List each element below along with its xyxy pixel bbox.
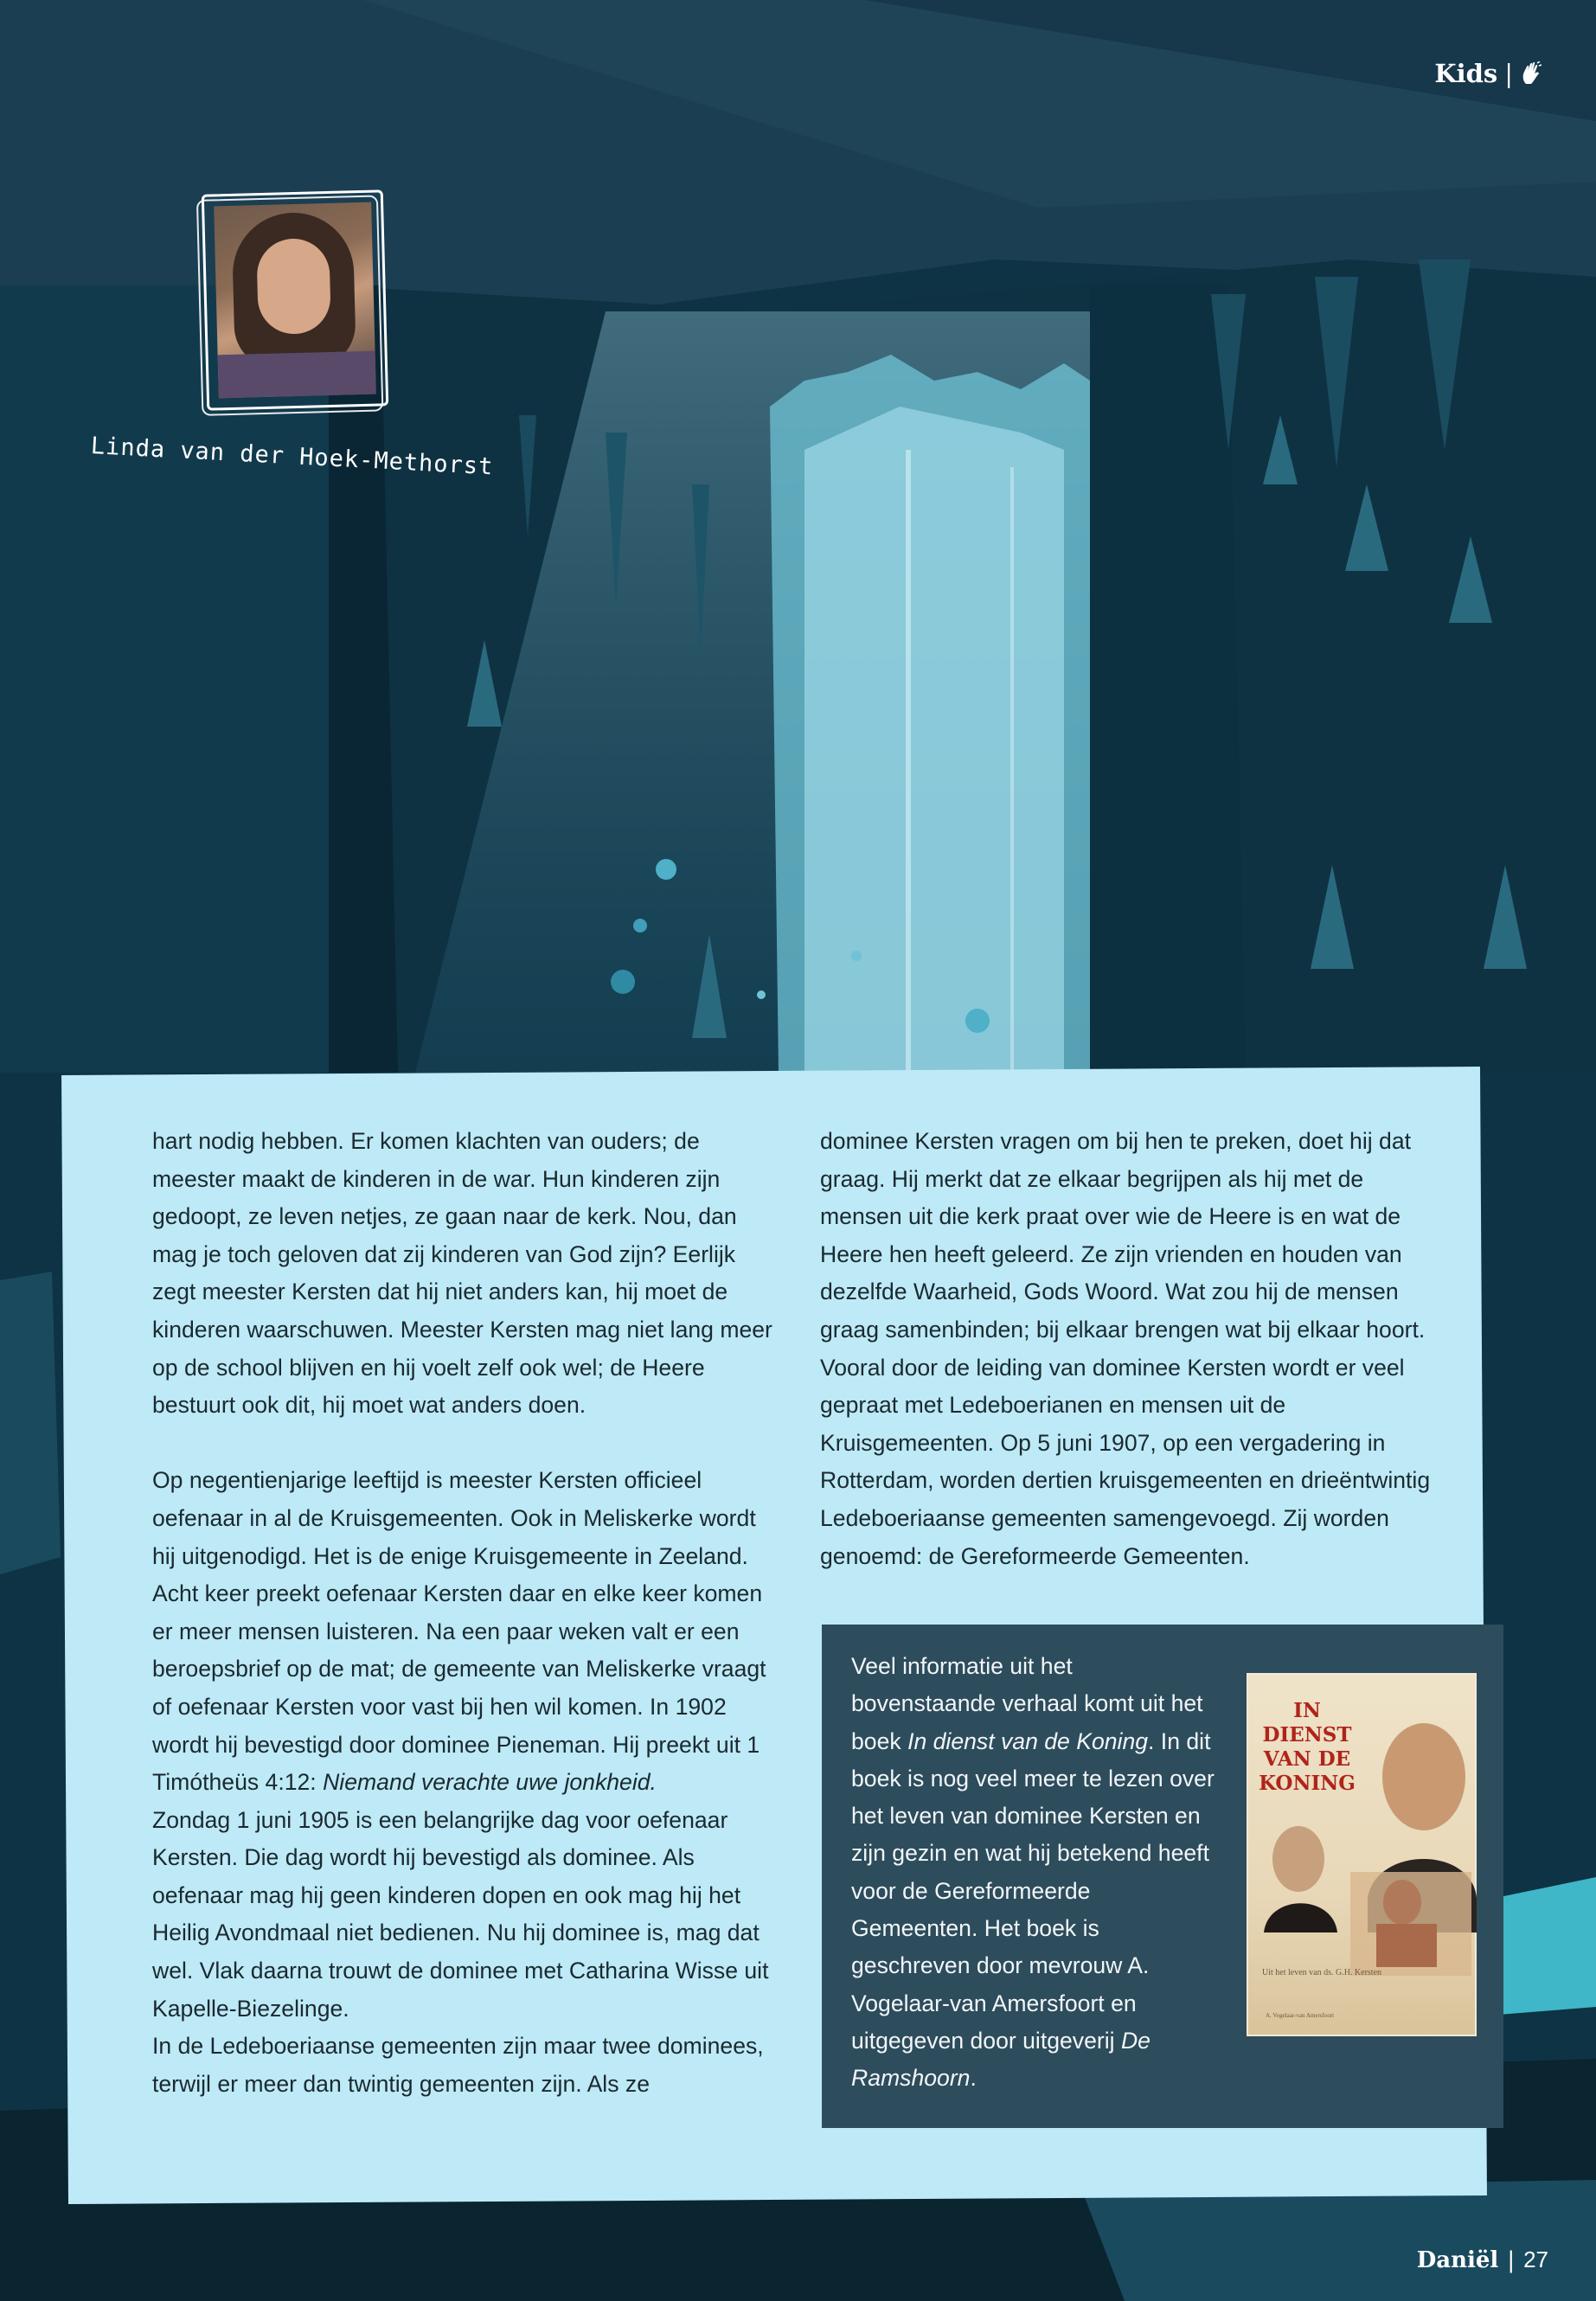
paragraph: In de Ledeboeriaanse gemeenten zijn maar twee dominees, terwijl er meer dan twintig gemeenten zijn. Als ze — [152, 2033, 764, 2097]
info-text-part: . In dit boek is nog veel meer te lezen over het leven van dominee Kersten en zijn gezin en wat hij betekend heeft voor de Gereformeerde Gemeenten. Het boek is geschreven door mevrouw A. Vogelaar-van Amersfoort en uitgegeven door uitgeverij — [851, 1727, 1215, 2054]
page-number: 27 — [1523, 2247, 1548, 2272]
section-separator: | — [1504, 59, 1513, 88]
book-title: IN DIENST VAN DE KONING — [1259, 1699, 1356, 1795]
paragraph: hart nodig hebben. Er komen klachten van ouders; de meester maakt de kinderen in de war. Hun kinderen zijn gedoopt, ze leven netjes, ze gaan naar de kerk. Nou, dan mag je toch geloven dat zij kinderen van God zijn? Eerlijk zegt meester Kersten dat hij niet anders kan, hij moet de kinderen waarschuwen. Meester Kersten mag niet lang meer op de school blijven en hij voelt zelf ook wel; de Heere bestuurt ook dit, hij moet wat anders doen. — [152, 1128, 772, 1419]
publisher-name: De Ramshoorn — [851, 2027, 1151, 2092]
book-reference: In dienst van de Koning — [907, 1727, 1149, 1754]
author-name: Linda van der Hoek-Methorst — [90, 433, 495, 481]
article-right-column — [820, 1123, 1452, 1575]
section-label: Kids — [1434, 59, 1498, 88]
page-footer — [1417, 2247, 1548, 2273]
author-photo-frame — [202, 189, 388, 410]
book-cover-portraits — [1247, 1673, 1477, 2036]
section-tag — [1434, 59, 1542, 88]
info-box-text — [851, 1648, 1215, 2098]
article-left-column — [152, 1123, 784, 2103]
paragraph: Zondag 1 juni 1905 is een belangrijke dag voor oefenaar Kersten. Die dag wordt hij bevestigd als dominee. Als oefenaar mag hij geen kinderen dopen en ook mag hij het Heilig Avondmaal niet bedienen. Nu hij dominee is, mag dat wel. Vlak daarna trouwt de dominee met Catharina Wisse uit Kapelle-Biezelinge. — [152, 1806, 769, 2022]
book-cover — [1247, 1673, 1477, 2036]
paragraph: dominee Kersten vragen om bij hen te preken, doet hij dat graag. Hij merkt dat ze elkaar begrijpen als hij met de mensen uit die kerk praat over wie de Heere is en wat de Heere hen heeft geleerd. Ze zijn vrienden en houden van dezelfde Waarheid, Gods Woord. Wat zou hij de mensen graag samenbinden; bij elkaar brengen wat bij elkaar hoort. Vooral door de leiding van dominee Kersten wordt er veel gepraat met Ledeboerianen en mensen uit de Kruisgemeenten. Op 5 juni 1907, op een vergadering in Rotterdam, worden dertien kruisgemeenten en drieëntwintig Ledeboeriaanse gemeenten samengevoegd. Zij worden genoemd: de Gereformeerde Gemeenten. — [820, 1128, 1431, 1569]
bible-quote: Niemand verachte uwe jonkheid. — [323, 1769, 657, 1796]
info-text-part: . — [970, 2065, 977, 2092]
book-author: A. Vogelaar-van Amersfoort — [1266, 2012, 1335, 2019]
book-subtitle: Uit het leven van ds. G.H. Kersten — [1262, 1968, 1382, 1977]
info-text-part: Veel informatie uit het bovenstaande verhaal komt uit het boek — [851, 1653, 1203, 1754]
footer-separator: | — [1507, 2247, 1516, 2273]
paragraph — [152, 1462, 784, 1801]
magazine-name: Daniël — [1416, 2247, 1499, 2273]
paragraph-text: Op negentienjarige leeftijd is meester Kersten officieel oefenaar in al de Kruisgemeenten. Ook in Meliskerke wordt hij uitgenodigd. Het is de enige Kruisgemeente in Zeeland. Acht keer preekt oefenaar Kersten daar en elke keer komen er meer mensen luisteren. Na een paar weken valt er een beroepsbrief op de mat; de gemeente van Meliskerke vraagt of oefenaar Kersten voor vast bij hen wil komen. In 1902 wordt hij bevestigd door dominee Pieneman. Hij preekt uit 1 Timótheüs 4:12: — [152, 1467, 766, 1796]
hand-wave-icon — [1520, 61, 1542, 86]
